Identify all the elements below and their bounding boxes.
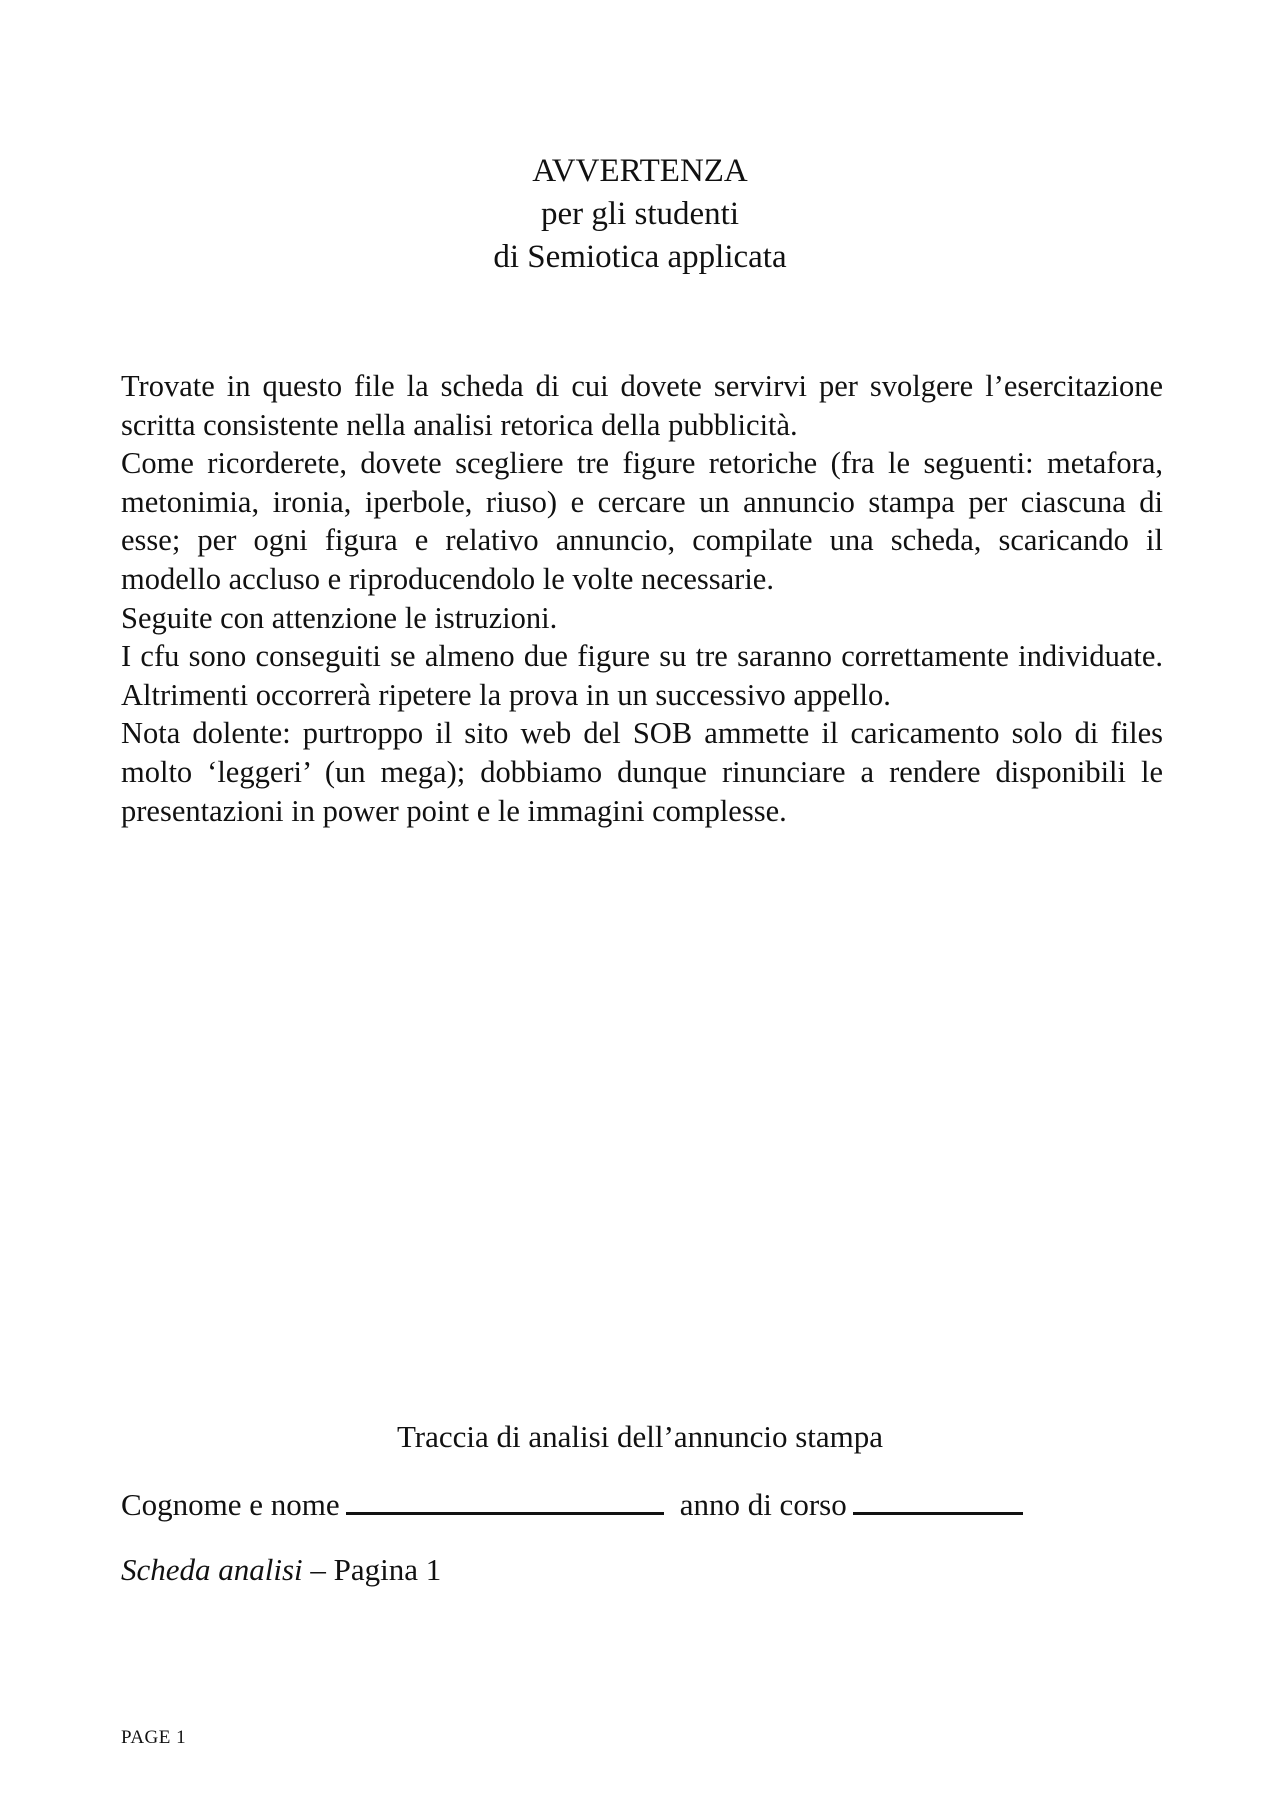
name-label: Cognome e nome xyxy=(121,1487,340,1522)
sheet-label-italic: Scheda analisi xyxy=(121,1552,303,1587)
notice-body xyxy=(121,367,1163,830)
paragraph: Nota dolente: purtroppo il sito web del SOB ammette il caricamento solo di files molto ‘leggeri’ (un mega); dobbiamo dunque rinunciare a rendere disponibili le presentazioni in power point e le immagini complesse. xyxy=(121,716,1163,828)
form-heading: Traccia di analisi dell’annuncio stampa xyxy=(396,1419,884,1454)
sheet-label xyxy=(121,1551,441,1589)
paragraph: Seguite con attenzione le istruzioni. xyxy=(121,600,558,635)
paragraph: Come ricorderete, dovete scegliere tre figure retoriche (fra le seguenti: metafora, metonimia, ironia, iperbole, riuso) e cercare un annuncio stampa per ciascuna di esse; per ogni figura e relativo annuncio, compilate una scheda, scaricando il modello accluso e riproducendolo le volte necessarie. xyxy=(121,446,1163,596)
subtitle-line-2: di Semiotica applicata xyxy=(493,239,787,275)
paragraph: Trovate in questo file la scheda di cui dovete servirvi per svolgere l’esercitazione scritta consistente nella analisi retorica della pubblicità. xyxy=(121,369,1163,442)
title-block xyxy=(0,150,1280,279)
page-number: PAGE 1 xyxy=(121,1727,187,1748)
student-info-row xyxy=(121,1484,1023,1524)
page-title: AVVERTENZA xyxy=(532,153,748,189)
subtitle-line-1: per gli studenti xyxy=(541,196,739,232)
name-blank-line xyxy=(346,1484,664,1515)
year-blank-line xyxy=(853,1484,1023,1515)
sheet-label-page: – Pagina 1 xyxy=(302,1552,442,1587)
paragraph: I cfu sono conseguiti se almeno due figure su tre saranno correttamente individuate. Altrimenti occorrerà ripetere la prova in un successivo appello. xyxy=(121,639,1163,712)
year-label: anno di corso xyxy=(679,1487,847,1522)
